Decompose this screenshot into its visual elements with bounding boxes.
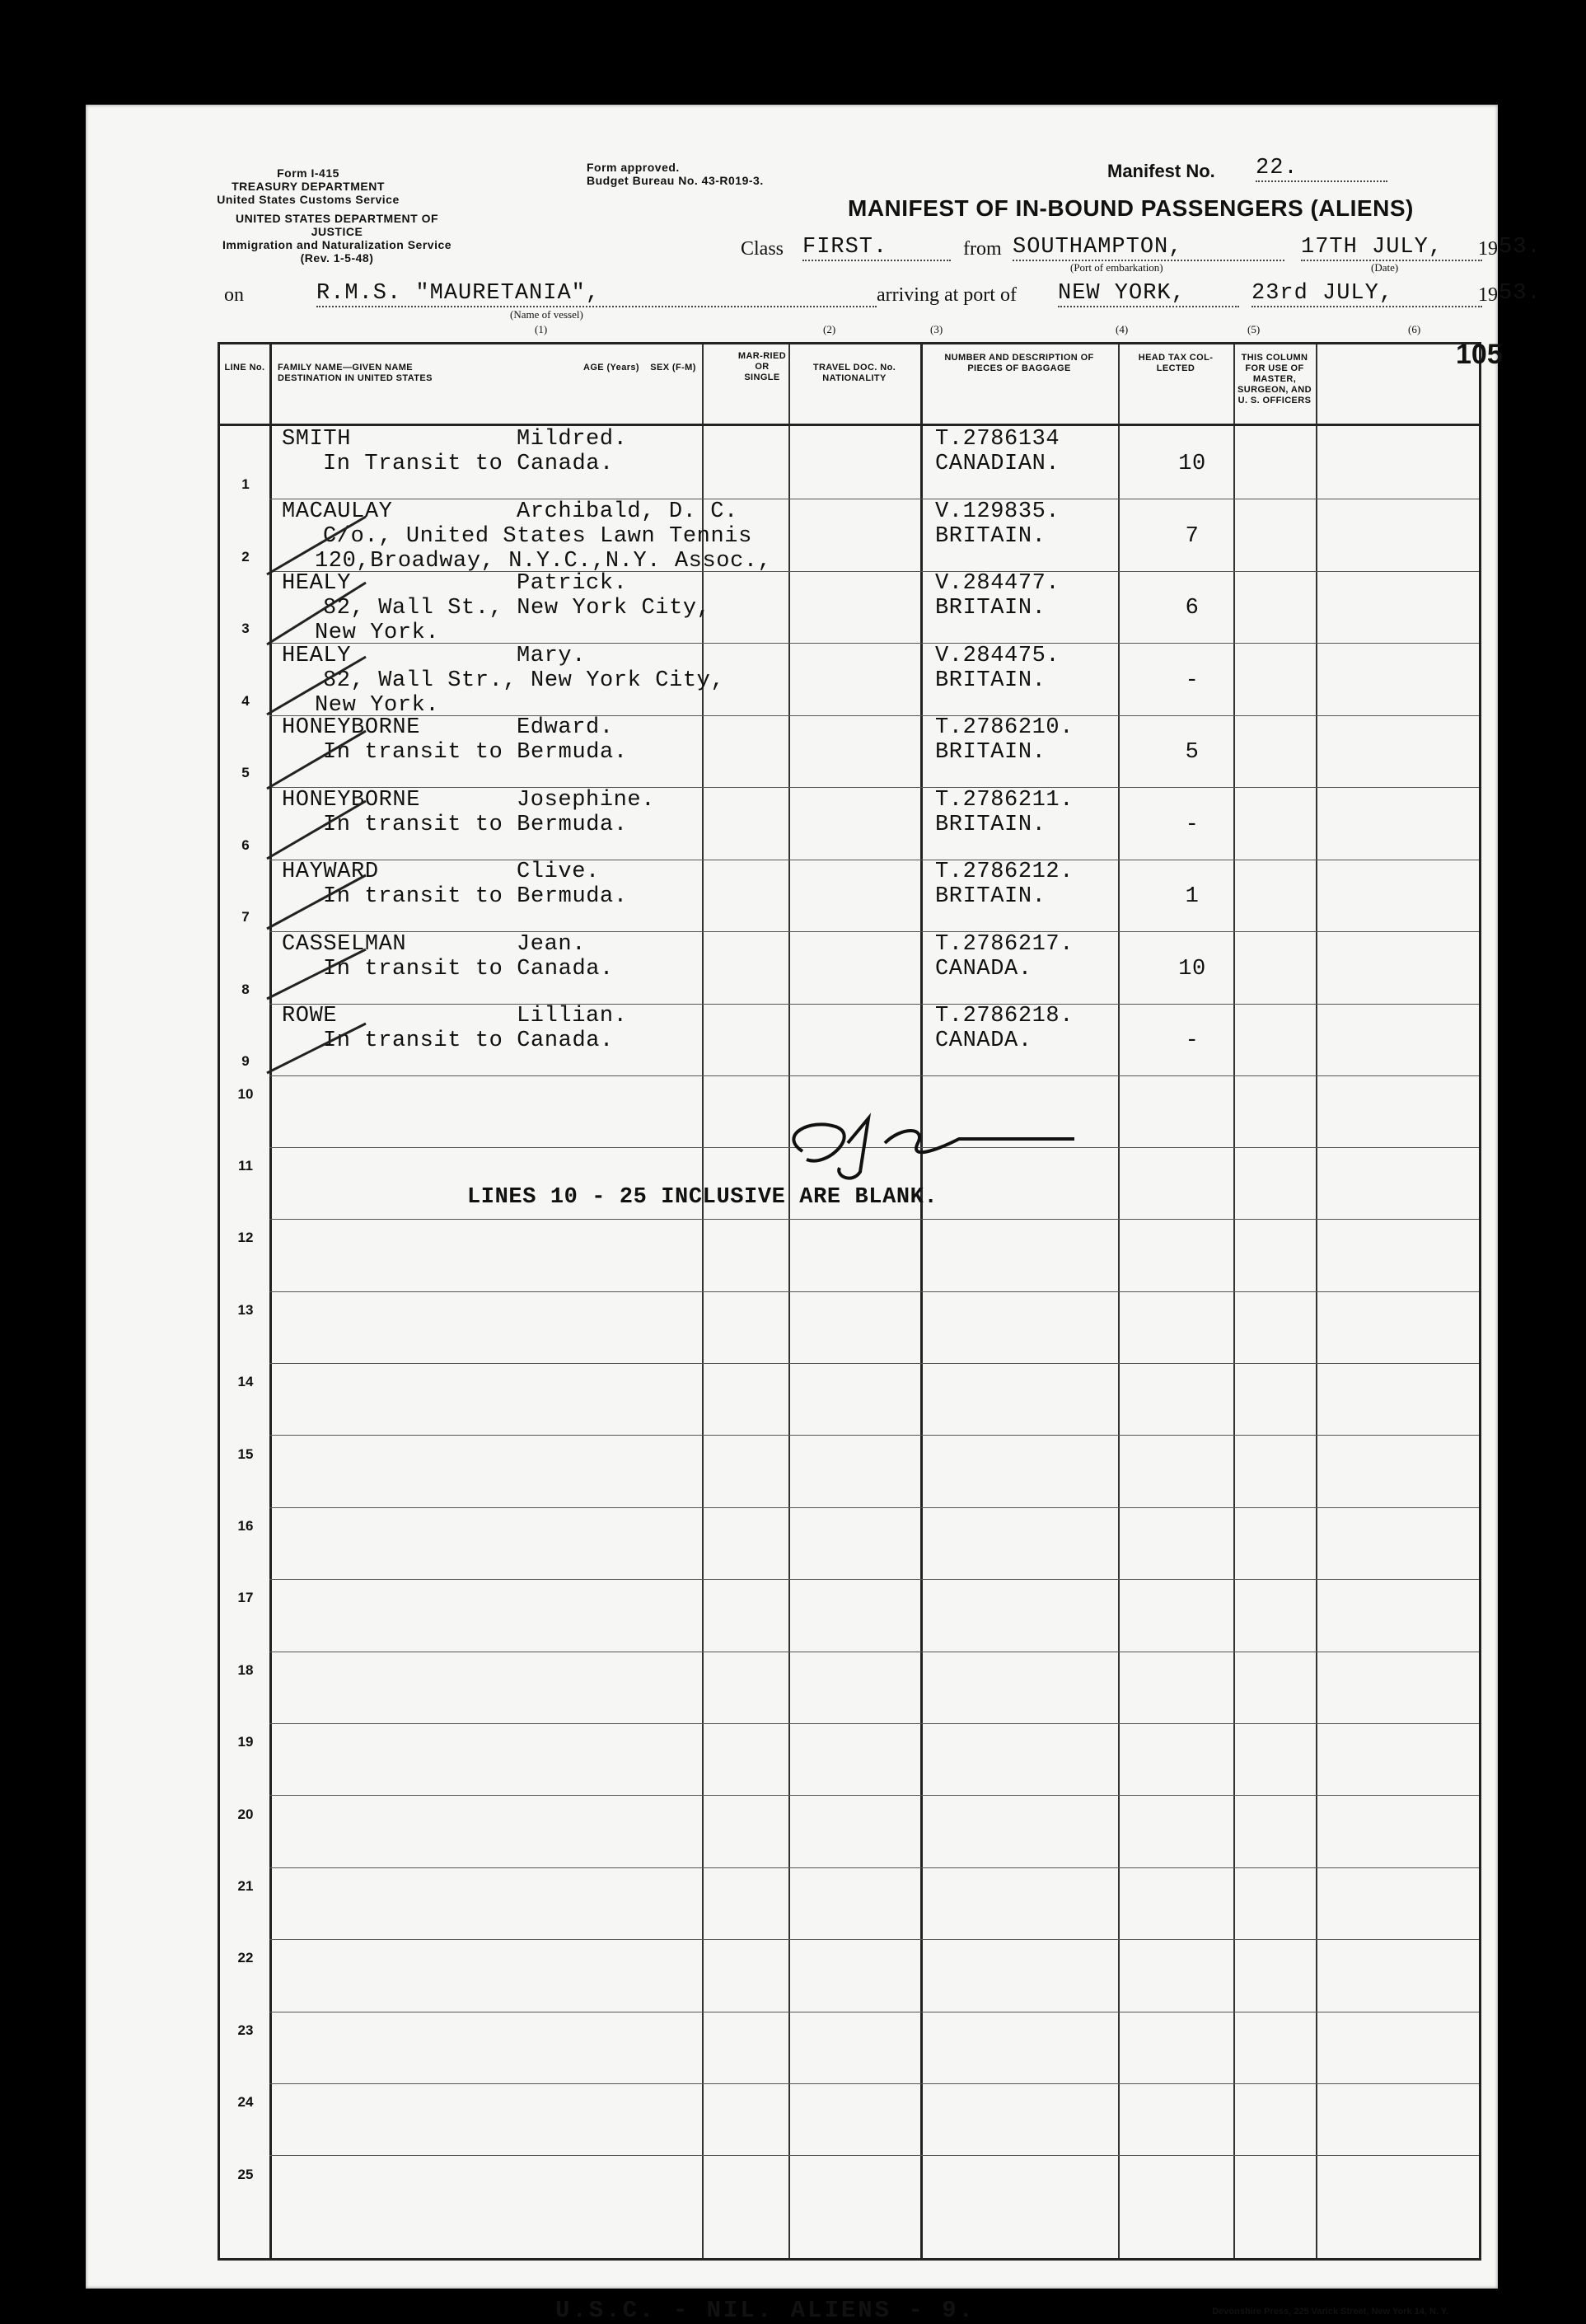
col-sex: SEX (F-M) <box>650 363 696 372</box>
line-number: 22 <box>237 1950 254 1966</box>
line-number: 5 <box>241 765 250 780</box>
family-name: HONEYBORNE <box>282 787 421 813</box>
destination-line: In transit to Bermuda. <box>323 740 628 765</box>
baggage-count: - <box>1185 1028 1200 1053</box>
destination-line: In Transit to Canada. <box>323 452 614 476</box>
line-number: 16 <box>237 1517 254 1534</box>
given-name: Archibald, D. C. <box>517 499 738 524</box>
col-name: FAMILY NAME—GIVEN NAME DESTINATION IN UNITED STATES <box>278 363 433 383</box>
year-prefix: 19 <box>1478 238 1498 260</box>
from-year: 53. <box>1499 235 1542 260</box>
line-number: 15 <box>237 1445 254 1462</box>
given-name: Josephine. <box>517 787 656 813</box>
class-value: FIRST. <box>802 235 951 261</box>
passenger-row <box>220 427 1479 499</box>
col-num: (1) <box>535 323 548 335</box>
line-number: 6 <box>241 836 250 853</box>
line-number: 23 <box>237 2022 254 2038</box>
nationality: CANADIAN. <box>935 452 1060 476</box>
line-number: 14 <box>237 1374 254 1390</box>
destination-line: In transit to Canada. <box>323 956 614 982</box>
nationality: BRITAIN. <box>935 523 1046 549</box>
customs-label: United States Customs Service <box>217 193 400 206</box>
col-num: (2) <box>823 323 836 335</box>
page-number: 105 <box>1456 339 1503 370</box>
blank-row <box>220 2012 1479 2084</box>
blank-row <box>220 2157 1479 2228</box>
baggage-count: 1 <box>1185 884 1200 909</box>
col-travel-doc: TRAVEL DOC. No. NATIONALITY <box>812 363 896 383</box>
nationality: BRITAIN. <box>935 740 1046 765</box>
baggage-count: 10 <box>1178 452 1206 476</box>
arrival-port: NEW YORK, <box>1058 281 1239 307</box>
travel-doc: T.2786210. <box>935 715 1074 740</box>
form-approved: Form approved. <box>587 161 680 174</box>
blank-row <box>220 1580 1479 1652</box>
col-num: (3) <box>930 323 943 335</box>
given-name: Lillian. <box>517 1004 628 1028</box>
family-name: ROWE <box>282 1004 338 1028</box>
manifest-no-label: Manifest No. <box>1107 161 1215 181</box>
nationality: BRITAIN. <box>935 596 1046 621</box>
col-num: (5) <box>1247 323 1261 335</box>
on-label: on <box>224 284 244 306</box>
travel-doc: T.2786218. <box>935 1004 1074 1028</box>
family-name: CASSELMAN <box>282 931 407 957</box>
nationality: BRITAIN. <box>935 668 1046 693</box>
line-number: 1 <box>241 476 250 492</box>
line-number: 18 <box>237 1661 254 1678</box>
line-number: 7 <box>241 909 250 925</box>
justice-label: UNITED STATES DEPARTMENT OF JUSTICE <box>235 212 439 238</box>
line-number: 2 <box>241 548 250 565</box>
travel-doc: T.2786212. <box>935 860 1074 884</box>
col-married: MAR-RIED OR SINGLE <box>737 351 787 382</box>
col-head-tax: HEAD TAX COL-LECTED <box>1138 353 1214 373</box>
blank-row <box>220 1436 1479 1508</box>
given-name: Mary. <box>517 643 587 668</box>
destination-line: In transit to Bermuda. <box>323 812 628 837</box>
given-name: Mildred. <box>517 427 628 452</box>
blank-row <box>220 1364 1479 1436</box>
justice-block <box>213 212 461 265</box>
date-caption: (Date) <box>1371 261 1399 274</box>
arrival-year-prefix: 19 <box>1478 284 1498 306</box>
destination-line: 120,Broadway, N.Y.C.,N.Y. Assoc., <box>315 548 772 574</box>
travel-doc: V.129835. <box>935 499 1060 524</box>
blank-row <box>220 1652 1479 1724</box>
treasury-block <box>201 166 415 206</box>
family-name: MACAULAY <box>282 499 393 524</box>
family-name: HEALY <box>282 643 352 668</box>
nationality: BRITAIN. <box>935 884 1046 909</box>
baggage-count: 6 <box>1185 596 1200 621</box>
col-line-no: LINE No. <box>224 363 265 372</box>
line-number: 13 <box>237 1301 254 1318</box>
printer-imprint: Devonshire Press, 225 Varick Street, New York 14, N. Y. <box>1212 2307 1448 2317</box>
destination-line: New York. <box>315 692 440 718</box>
nationality: CANADA. <box>935 1028 1032 1053</box>
line-number: 24 <box>237 2094 254 2111</box>
destination-line: In transit to Canada. <box>323 1028 614 1053</box>
manifest-no-value: 22. <box>1256 156 1387 182</box>
blank-row <box>220 1868 1479 1940</box>
family-name: SMITH <box>282 427 352 452</box>
blank-row <box>220 1220 1479 1291</box>
given-name: Edward. <box>517 715 614 740</box>
col-officer-use: THIS COLUMN FOR USE OF MASTER, SURGEON, AND U. S. OFFICERS <box>1237 353 1312 405</box>
line-number: 17 <box>237 1590 254 1606</box>
line-number: 25 <box>237 2166 254 2182</box>
nationality: CANADA. <box>935 956 1032 982</box>
destination-line: In transit to Bermuda. <box>323 884 628 909</box>
baggage-count: - <box>1185 668 1200 693</box>
baggage-count: - <box>1185 812 1200 837</box>
blank-row <box>220 1292 1479 1364</box>
ins-label: Immigration and Naturalization Service <box>222 238 452 251</box>
given-name: Jean. <box>517 931 587 957</box>
baggage-count: 10 <box>1178 956 1206 982</box>
from-port: SOUTHAMPTON, <box>1013 235 1284 261</box>
officer-signature <box>770 1094 1083 1192</box>
blank-row <box>220 1508 1479 1580</box>
line-number: 11 <box>238 1157 253 1174</box>
embark-caption: (Port of embarkation) <box>1070 261 1163 274</box>
col-age: AGE (Years) <box>583 363 639 372</box>
line-number: 12 <box>237 1230 254 1246</box>
destination-line: 82, Wall Str., New York City, <box>323 668 725 693</box>
class-label: Class <box>741 238 784 260</box>
travel-doc: V.284475. <box>935 643 1060 668</box>
blank-row <box>220 1940 1479 2012</box>
blank-lines-note: LINES 10 - 25 INCLUSIVE ARE BLANK. <box>467 1185 938 1210</box>
destination-line: 82, Wall St., New York City, <box>323 596 711 621</box>
line-number: 10 <box>237 1085 254 1102</box>
form-number: Form I-415 <box>277 166 339 180</box>
arriving-label: arriving at port of <box>877 284 1017 306</box>
col-baggage: NUMBER AND DESCRIPTION OF PIECES OF BAGGAGE <box>944 353 1094 373</box>
baggage-count: 7 <box>1185 523 1200 549</box>
line-number: 19 <box>237 1734 254 1750</box>
nationality: BRITAIN. <box>935 812 1046 837</box>
vessel-caption: (Name of vessel) <box>510 308 583 321</box>
budget-bureau: Budget Bureau No. 43-R019-3. <box>587 174 764 187</box>
col-num: (6) <box>1408 323 1421 335</box>
family-name: HEALY <box>282 571 352 596</box>
treasury-label: TREASURY DEPARTMENT <box>232 180 385 193</box>
travel-doc: T.2786211. <box>935 787 1074 813</box>
arrival-year: 53. <box>1499 281 1542 306</box>
given-name: Patrick. <box>517 571 628 596</box>
travel-doc: V.284477. <box>935 571 1060 596</box>
destination-line: C/o., United States Lawn Tennis <box>323 523 752 549</box>
blank-row <box>220 1797 1479 1868</box>
from-label: from <box>963 238 1002 260</box>
manifest-sheet <box>86 105 1542 2324</box>
col-num: (4) <box>1116 323 1129 335</box>
rev-label: (Rev. 1-5-48) <box>300 251 374 265</box>
baggage-count: 5 <box>1185 740 1200 765</box>
pencil-ticks <box>242 492 456 1118</box>
vessel-name: R.M.S. "MAURETANIA", <box>316 281 877 307</box>
family-name: HONEYBORNE <box>282 715 421 740</box>
travel-doc: T.2786134 <box>935 427 1060 452</box>
from-date: 17TH JULY, <box>1301 235 1482 261</box>
line-number: 4 <box>241 692 250 709</box>
footer-summary: U.S.C. - NIL. ALIENS - 9. <box>555 2297 976 2324</box>
arrival-date: 23rd JULY, <box>1251 281 1482 307</box>
blank-row <box>220 1724 1479 1796</box>
given-name: Clive. <box>517 860 600 884</box>
manifest-title: MANIFEST OF IN-BOUND PASSENGERS (ALIENS) <box>848 195 1414 221</box>
line-number: 8 <box>241 981 250 997</box>
form-approved-block <box>587 161 834 187</box>
line-number: 21 <box>237 1877 254 1894</box>
family-name: HAYWARD <box>282 860 379 884</box>
travel-doc: T.2786217. <box>935 931 1074 957</box>
line-number: 20 <box>237 1806 254 1822</box>
destination-line: New York. <box>315 621 440 645</box>
blank-row <box>220 2084 1479 2156</box>
line-number: 9 <box>241 1053 250 1069</box>
line-number: 3 <box>241 621 250 636</box>
